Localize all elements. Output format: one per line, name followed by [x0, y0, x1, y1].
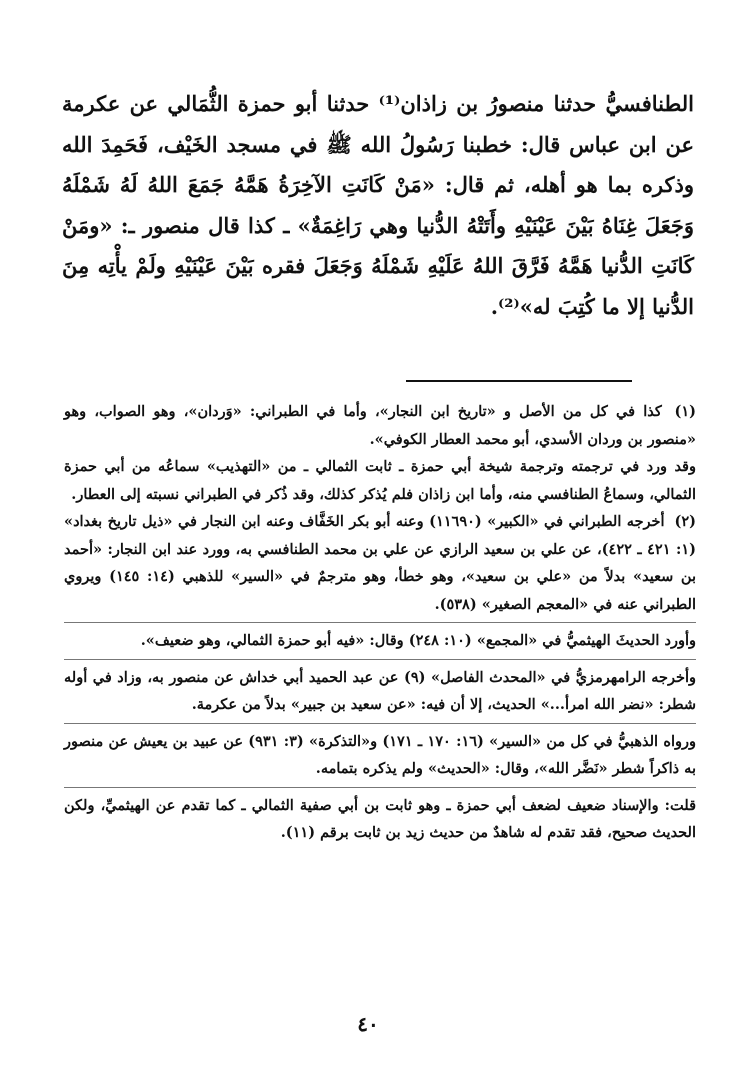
footnote-separator [406, 380, 632, 382]
paragraph-divider [64, 622, 696, 623]
footnote-text: وأخرجه الرامهرمزيُّ في «المحدث الفاصل» (٩) عن عبد الحميد أبي خداش عن منصور به، وزاد في أوله شطر: «نضر الله امرأ...» الحديث، إلا أن فيه: «عن سعيد بن جبير» بدلاً من عكرمة. [64, 668, 696, 713]
footnote-1 [64, 398, 696, 508]
footnote-2 [64, 508, 696, 847]
footnote-text: أخرجه الطبراني في «الكبير» (١١٦٩٠) وعنه أبو بكر الخَفَّاف وعنه ابن النجار في «ذيل تاريخ بغداد» (١: ٤٢١ ـ ٤٢٢)، عن علي بن سعيد الرازي عن علي بن محمد الطنافسي به، وورد عند ابن النجار: «أحمد بن سعيد» بدلاً من «علي بن سعيد»، وهو خطأ، وهو مترجمٌ في «السير» للذهبي (١٤: ١٤٥) ويروي الطبراني عنه في «المعجم الصغير» (٥٣٨). [64, 513, 696, 613]
footnote-marker: (٢) [674, 513, 696, 530]
footnote-text: وقد ورد في ترجمته وترجمة شيخة أبي حمزة ـ ثابت الثمالي ـ من «التهذيب» سماعُه من أبي حمزة الثمالي، وسماعُ الطنافسي منه، وأما ابن زاذان فلم يُذكر كذلك، وقد ذُكر في الطبراني نسبته إلى العطار. [64, 458, 696, 503]
paragraph-divider [64, 659, 696, 660]
page-number: ٤٠ [357, 1012, 379, 1036]
footnote-text: كذا في كل من الأصل و «تاريخ ابن النجار»، وأما في الطبراني: «وَردان»، وهو الصواب، وهو «منصور بن وردان الأسدي، أبو محمد العطار الكوفي». [64, 403, 696, 448]
hadith-paragraph: الطنافسيُّ حدثنا منصورُ بن زاذان⁽¹⁾ حدثنا أبو حمزة الثُّمَالي عن عكرمة عن ابن عباس قال: خطبنا رَسُولُ الله ﷺ في مسجد الخَيْف، فَحَمِدَ الله وذكره بما هو أهله، ثم قال: «مَنْ كَانَتِ الآخِرَةُ هَمَّهُ جَمَعَ اللهُ لَهُ شَمْلَهُ وَجَعَلَ غِنَاهُ بَيْنَ عَيْنَيْهِ وأَتَتْهُ الدُّنيا وهي رَاغِمَةٌ» ـ كذا قال منصور ـ: «ومَنْ كَانَتِ الدُّنيا هَمَّهُ فَرَّقَ اللهُ عَلَيْهِ شَمْلَهُ وَجَعَلَ فقره بَيْنَ عَيْنَيْهِ ولَمْ يأْتِه مِنَ الدُّنيا إلا ما كُتِبَ له»⁽²⁾. [62, 91, 694, 319]
main-text-block [62, 84, 694, 327]
footnote-text: وأورد الحديثَ الهيثميُّ في «المجمع» (١٠: ٢٤٨) وقال: «فيه أبو حمزة الثمالي، وهو ضعيف». [140, 632, 696, 649]
footnote-text: ورواه الذهبيُّ في كل من «السير» (١٦: ١٧٠ ـ ١٧١) و«التذكرة» (٣: ٩٣١) عن عبيد بن يعيش عن منصور به ذاكراً شطر «نَضَّر الله»، وقال: «الحديث» ولم يذكره بتمامه. [64, 732, 696, 777]
footnotes-section [64, 398, 696, 847]
paragraph-divider [64, 787, 696, 788]
paragraph-divider [64, 723, 696, 724]
footnote-marker: (١) [674, 403, 696, 420]
footnote-text: قلت: والإسناد ضعيف لضعف أبي حمزة ـ وهو ثابت بن أبي صفية الثمالي ـ كما تقدم عن الهيثميِّ، ولكن الحديث صحيح، فقد تقدم له شاهدٌ من حديث زيد بن ثابت برقم (١١). [64, 796, 696, 841]
